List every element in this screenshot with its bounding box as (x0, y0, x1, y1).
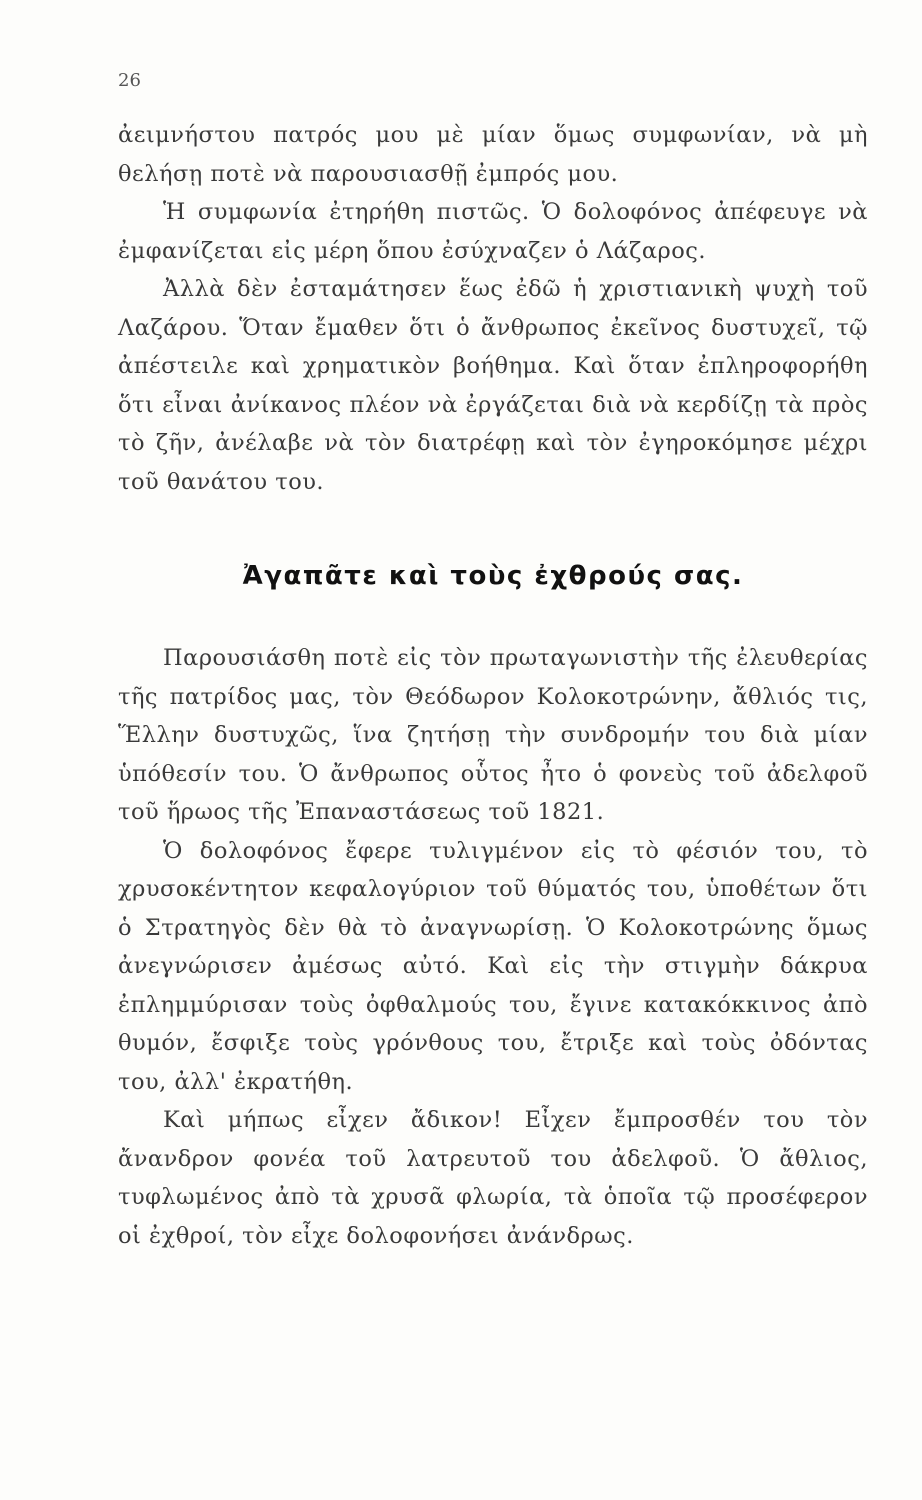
paragraph: Ὁ δολοφόνος ἔφερε τυλιγμένον εἰς τὸ φέσιόν του, τὸ χρυσοκέντητον κεφαλογύριον τοῦ θύματός του, ὑποθέτων ὅτι ὁ Στρατηγὸς δὲν θὰ τὸ ἀναγνωρίσῃ. Ὁ Κολοκοτρώνης ὅμως ἀνεγνώρισεν ἀμέσως αὐτό. Καὶ εἰς τὴν στιγμὴν δάκρυα ἐπλημμύρισαν τοὺς ὀφθαλμούς του, ἔγινε κατακόκκινος ἀπὸ θυμόν, ἔσφιξε τοὺς γρόνθους του, ἔτριξε καὶ τοὺς ὀδόντας του, ἀλλ' ἐκρατήθη. (118, 837, 868, 1095)
paragraph: Παρουσιάσθη ποτὲ εἰς τὸν πρωταγωνιστὴν τῆς ἐλευθερίας τῆς πατρίδος μας, τὸν Θεόδωρον Κολοκοτρώνην, ἄθλιός τις, Ἕλλην δυστυχῶς, ἵνα ζητήσῃ τὴν συνδρομήν του διὰ μίαν ὑπόθεσίν του. Ὁ ἄνθρωπος οὗτος ἦτο ὁ φονεὺς τοῦ ἀδελφοῦ τοῦ ἥρωος τῆς Ἐπαναστάσεως τοῦ 1821. (118, 645, 868, 825)
paragraph: Ἡ συμφωνία ἐτηρήθη πιστῶς. Ὁ δολοφόνος ἀπέφευγε νὰ ἐμφανίζεται εἰς μέρη ὅπου ἐσύχναζεν ὁ Λάζαρος. (118, 199, 868, 264)
page-number: 26 (118, 70, 141, 91)
section-body (118, 639, 868, 1255)
paragraph-continuation: ἀειμνήστου πατρός μου μὲ μίαν ὅμως συμφωνίαν, νὰ μὴ θελήσῃ ποτὲ νὰ παρουσιασθῇ ἐμπρός μου. (118, 122, 868, 187)
paragraph: Καὶ μήπως εἶχεν ἄδικον! Εἶχεν ἔμπροσθέν του τὸν ἄνανδρον φονέα τοῦ λατρευτοῦ του ἀδελφοῦ. Ὁ ἄθλιος, τυφλωμένος ἀπὸ τὰ χρυσᾶ φλωρία, τὰ ὁποῖα τῷ προσέφερον οἱ ἐχθροί, τὸν εἶχε δολοφονήσει ἀνάνδρως. (118, 1107, 868, 1249)
text-block (118, 116, 868, 1255)
section-heading: Ἀγαπᾶτε καὶ τοὺς ἐχθρούς σας. (242, 561, 744, 591)
paragraph: Ἀλλὰ δὲν ἐσταμάτησεν ἕως ἐδῶ ἡ χριστιανικὴ ψυχὴ τοῦ Λαζάρου. Ὅταν ἔμαθεν ὅτι ὁ ἄνθρωπος ἐκεῖνος δυστυχεῖ, τῷ ἀπέστειλε καὶ χρηματικὸν βοήθημα. Καὶ ὅταν ἐπληροφορήθη ὅτι εἶναι ἀνίκανος πλέον νὰ ἐργάζεται διὰ νὰ κερδίζῃ τὰ πρὸς τὸ ζῆν, ἀνέλαβε νὰ τὸν διατρέφῃ καὶ τὸν ἐγηροκόμησε μέχρι τοῦ θανάτου του. (118, 276, 868, 495)
